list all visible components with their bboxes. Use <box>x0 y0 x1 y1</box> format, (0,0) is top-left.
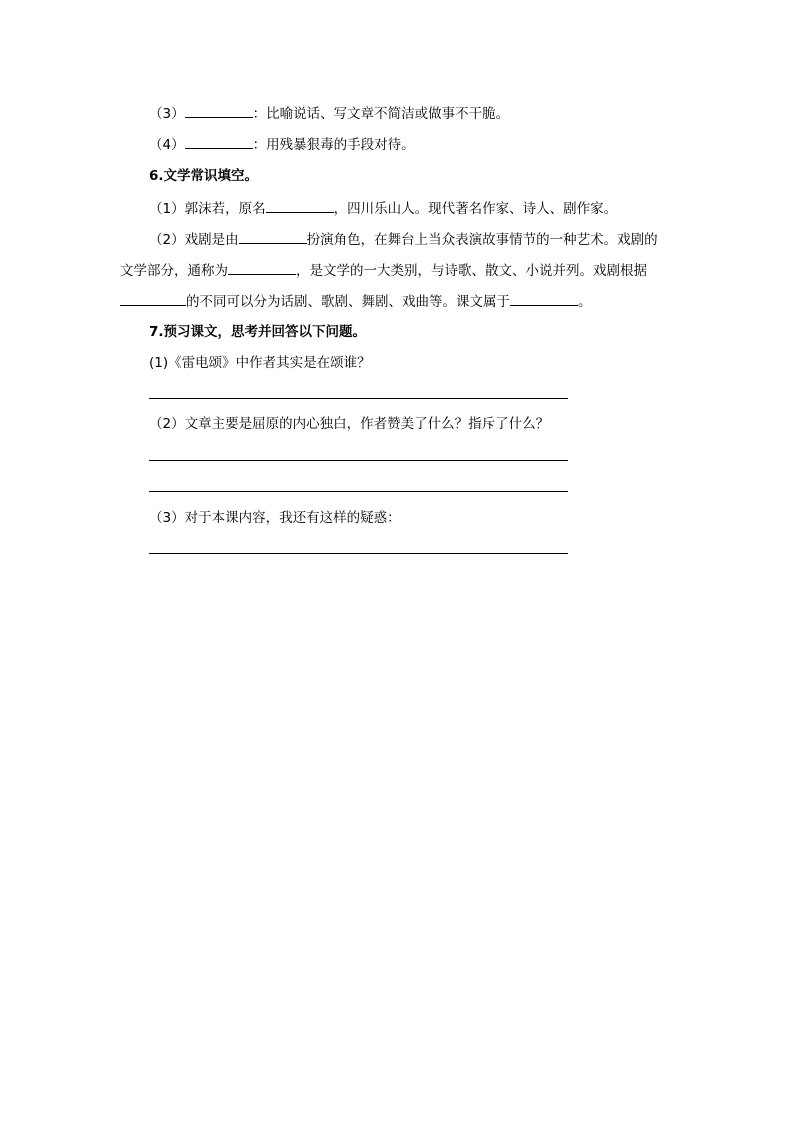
item-text: ：比喻说话、写文章不简洁或做事不干脆。 <box>252 106 510 122</box>
answer-blank[interactable] <box>120 292 186 306</box>
question-6-2-line3 <box>120 292 592 311</box>
question-6-1 <box>149 199 617 218</box>
question-7-1: (1)《雷电颂》中作者其实是在颂谁？ <box>149 355 371 371</box>
answer-blank[interactable] <box>185 135 253 149</box>
answer-line[interactable] <box>149 491 568 492</box>
item-text: ：用残暴狠毒的手段对待。 <box>252 137 415 153</box>
answer-line[interactable] <box>149 553 568 554</box>
answer-blank[interactable] <box>239 230 307 244</box>
item-text: 文学部分，通称为 <box>120 263 228 279</box>
answer-blank[interactable] <box>228 261 296 275</box>
item-text: （2）戏剧是由 <box>149 232 239 248</box>
item-text: 的不同可以分为话剧、歌剧、舞剧、戏曲等。课文属于 <box>186 294 510 310</box>
question-6-2-line2 <box>120 261 647 280</box>
question-7-3: （3）对于本课内容，我还有这样的疑惑： <box>149 510 401 526</box>
item-text: （1）郭沫若，原名 <box>149 201 266 217</box>
item-text: 扮演角色，在舞台上当众表演故事情节的一种艺术。戏剧的 <box>306 232 658 248</box>
answer-line[interactable] <box>149 460 568 461</box>
question-7-title: 7.预习课文，思考并回答以下问题。 <box>149 324 367 340</box>
item-text: ，是文学的一大类别，与诗歌、散文、小说并列。戏剧根据 <box>296 263 647 279</box>
answer-blank[interactable] <box>510 292 578 306</box>
question-5-3 <box>149 104 509 123</box>
question-6-title: 6.文学常识填空。 <box>149 168 259 184</box>
item-text: ，四川乐山人。现代著名作家、诗人、剧作家。 <box>333 201 618 217</box>
item-number: （3） <box>149 106 185 122</box>
question-5-4 <box>149 135 415 154</box>
answer-blank[interactable] <box>266 199 334 213</box>
answer-blank[interactable] <box>185 104 253 118</box>
question-7-2: （2）文章主要是屈原的内心独白，作者赞美了什么？指斥了什么？ <box>149 416 550 432</box>
question-6-2-line1 <box>149 230 658 249</box>
answer-line[interactable] <box>149 398 568 399</box>
item-text: 。 <box>578 294 592 310</box>
item-number: （4） <box>149 137 185 153</box>
